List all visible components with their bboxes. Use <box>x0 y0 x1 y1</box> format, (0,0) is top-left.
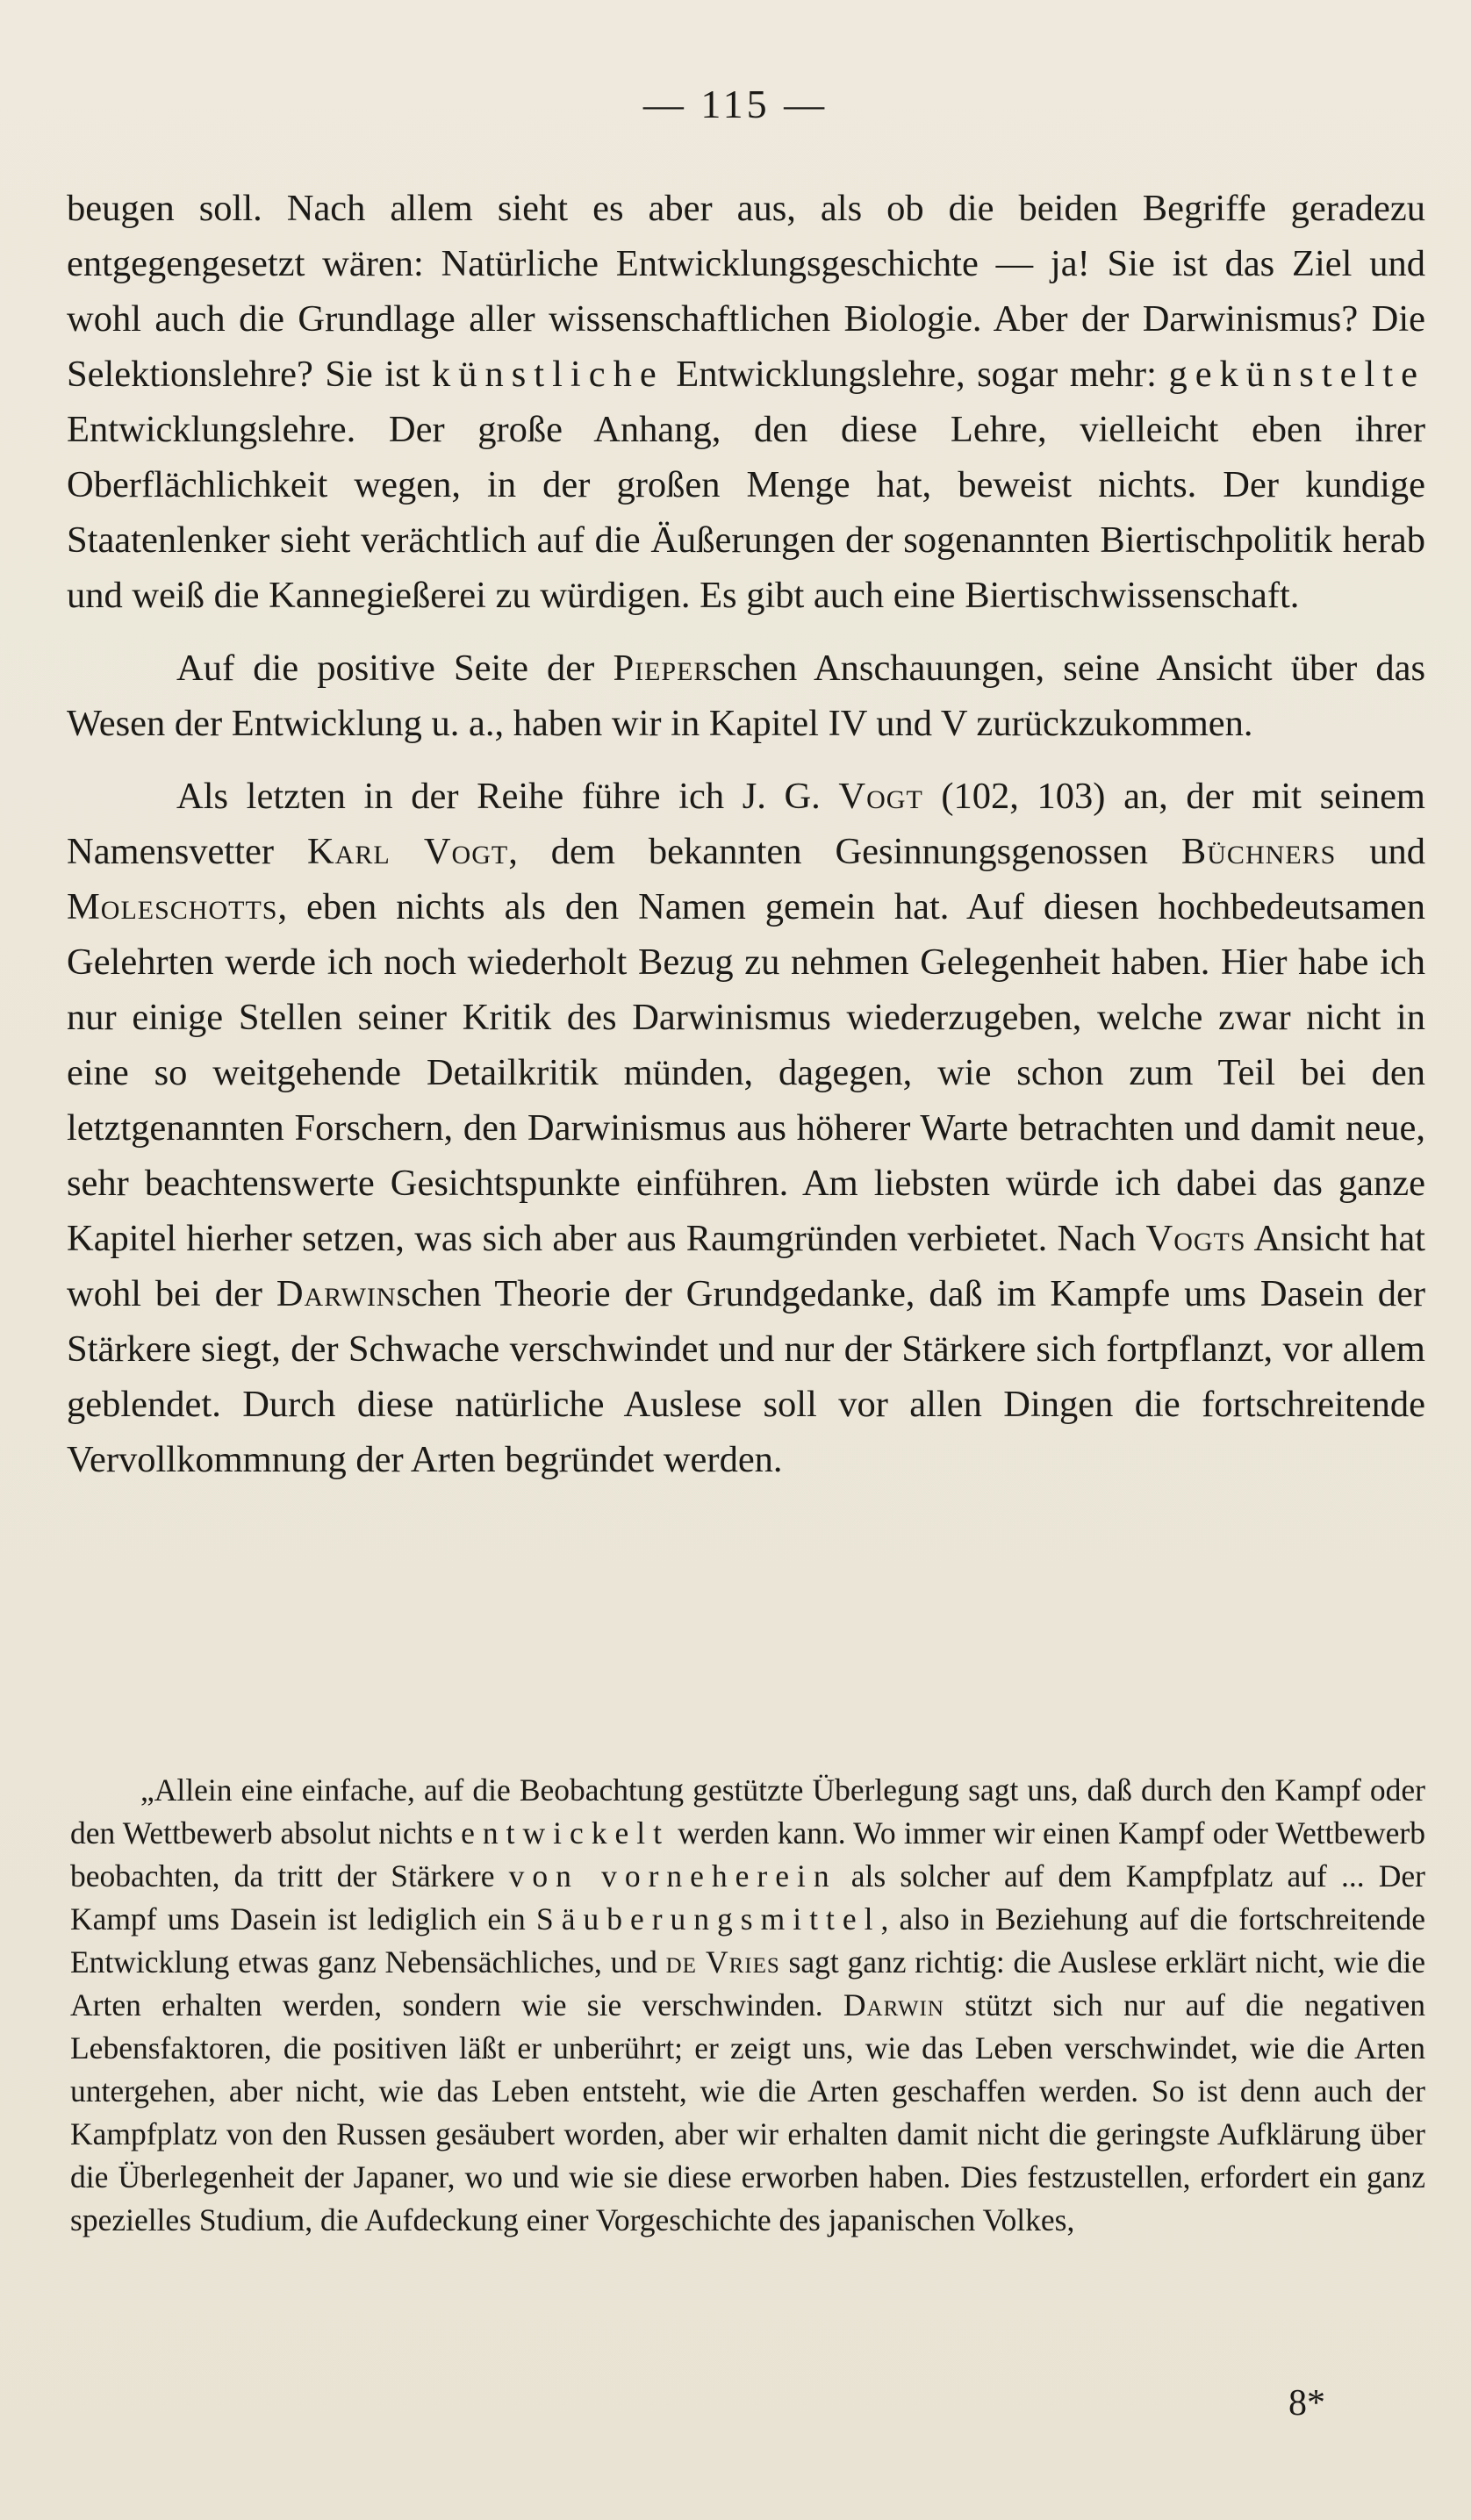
spaced-emphasis: von vorneherein <box>508 1858 837 1894</box>
small-caps-name: Vogts <box>1145 1218 1246 1259</box>
paragraph <box>67 641 1425 751</box>
main-text-block <box>67 181 1425 1487</box>
text-run: „Allein eine einfache, auf die Beobachtung gestützte Überlegung sagt uns, daß durch den Kampf oder den Wettbewerb absolut nichts <box>70 1772 1425 1851</box>
spaced-emphasis: Säuberungsmittel <box>535 1901 881 1937</box>
text-run: Als letzten in der Reihe führe ich J. G. <box>176 776 839 817</box>
page-number-header: — 115 — <box>642 82 829 126</box>
text-run: Entwicklungslehre, sogar mehr: <box>664 354 1169 395</box>
paragraph <box>67 769 1425 1487</box>
text-run: als solcher auf dem Kampfplatz auf ... Der Kampf ums Dasein ist lediglich ein <box>70 1858 1425 1937</box>
text-run: schen Theorie der Grundgedanke, daß im Kampfe ums Dasein der Stärkere siegt, der Schwache verschwindet und nur der Stärkere sich fortpflanzt, vor allem geblendet. Durch diese natürliche Auslese soll vor allen Dingen die fortschreitende Vervollkommnung der Arten begründet werden. <box>67 1273 1425 1480</box>
text-run: sagt ganz richtig: die Auslese erklärt nicht, wie die Arten erhalten werden, sondern wie sie verschwinden. <box>70 1944 1425 2022</box>
text-run: , dem bekannten Gesinnungsgenossen <box>508 831 1181 872</box>
small-caps-name: Moleschotts <box>67 886 278 927</box>
text-run: werden kann. Wo immer wir einen Kampf oder Wettbewerb beobachten, da tritt der Stärkere <box>70 1815 1425 1894</box>
text-run: und <box>1336 831 1425 872</box>
spaced-emphasis: entwickelt <box>461 1815 671 1851</box>
text-run: , eben nichts als den Namen gemein hat. Auf diesen hochbedeutsamen Gelehrten werde ich noch wiederholt Bezug zu nehmen Gelegenheit haben. Hier habe ich nur einige Stellen seiner Kritik des Darwinismus wiederzugeben, welche zwar nicht in eine so weitgehende Detailkritik münden, dagegen, wie schon zum Teil bei den letztgenannten Forschern, den Darwinismus aus höherer Warte betrachten und damit neue, sehr beachtenswerte Gesichtspunkte einführen. Am liebsten würde ich dabei das ganze Kapitel hierher setzen, was sich aber aus Raumgründen verbietet. Nach <box>67 886 1425 1259</box>
small-caps-name: Darwin <box>276 1273 397 1314</box>
spaced-emphasis: künstliche <box>432 354 664 395</box>
text-run: stützt sich nur auf die negativen Lebensfaktoren, die positiven läßt er unberührt; er zeigt uns, wie das Leben verschwindet, wie die Arten untergehen, aber nicht, wie das Leben entsteht, wie die Arten geschaffen werden. So ist denn auch der Kampfplatz von den Russen gesäubert worden, aber wir erhalten damit nicht die geringste Aufklärung über die Überlegenheit der Japaner, wo und wie sie diese erworben haben. Dies festzustellen, erfordert ein ganz spezielles Studium, die Aufdeckung einer Vorgeschichte des japanischen Volkes, <box>70 1987 1425 2237</box>
text-run: Auf die positive Seite der <box>176 648 614 689</box>
text-run: (102, 103) an, der mit seinem Namensvetter <box>67 776 1425 872</box>
text-run: Ansicht hat wohl bei der <box>67 1218 1425 1314</box>
text-run: , also in Beziehung auf die fortschreitende Entwicklung etwas ganz Nebensächliches, und <box>70 1901 1426 1979</box>
small-caps-name: Karl Vogt <box>306 831 509 872</box>
small-caps-name: Pieper <box>613 648 713 689</box>
text-run: schen Anschauungen, seine Ansicht über das Wesen der Entwicklung u. a., haben wir in Kapitel IV und V zurückzukommen. <box>67 648 1425 744</box>
paragraph <box>67 181 1425 623</box>
text-run: beugen soll. Nach allem sieht es aber aus, als ob die beiden Begriffe geradezu entgegengesetzt wären: Natürliche Entwicklungsgeschichte — ja! Sie ist das Ziel und wohl auch die Grundlage aller wissenschaftlichen Biologie. Aber der Darwinismus? Die Selektionslehre? Sie ist <box>67 188 1425 395</box>
spaced-emphasis: gekünstelte <box>1168 354 1425 395</box>
small-caps-name: Vogt <box>838 776 923 817</box>
block-quote <box>70 1769 1425 2242</box>
small-caps-name: Darwin <box>843 1987 944 2022</box>
text-run: Entwicklungslehre. Der große Anhang, den diese Lehre, vielleicht eben ihrer Oberflächlichkeit wegen, in der großen Menge hat, beweist nichts. Der kundige Staatenlenker sieht verächtlich auf die Äußerungen der sogenannten Biertischpolitik herab und weiß die Kannegießerei zu würdigen. Es gibt auch eine Biertischwissenschaft. <box>67 409 1425 616</box>
signature-mark: 8* <box>1288 2383 1325 2423</box>
quote-paragraph <box>70 1769 1425 2242</box>
small-caps-name: de Vries <box>665 1944 780 1979</box>
small-caps-name: Büchners <box>1180 831 1337 872</box>
